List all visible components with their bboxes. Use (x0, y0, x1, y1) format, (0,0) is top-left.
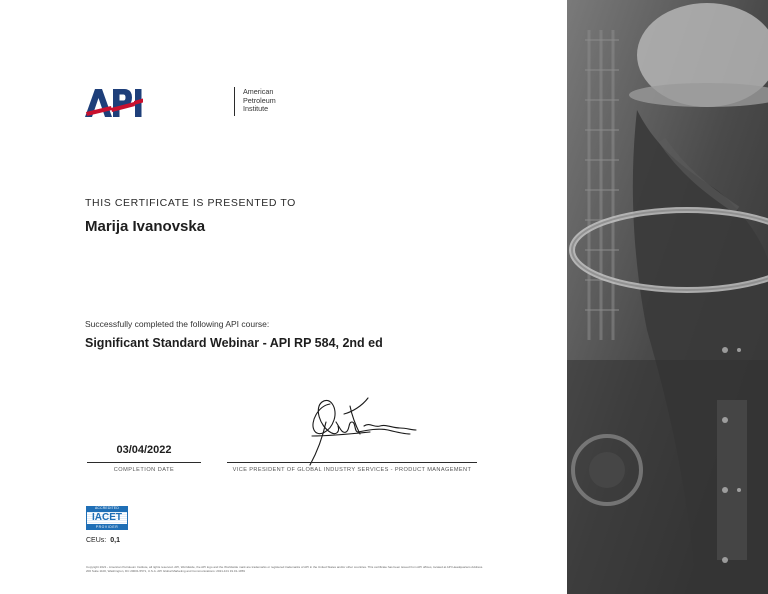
iacet-badge-logo: IACET (86, 511, 128, 525)
completion-date-rule (87, 462, 201, 463)
signature (300, 392, 418, 466)
ceus-label: CEUs: (86, 537, 107, 544)
recipient-name: Marija Ivanovska (85, 218, 206, 235)
ceus-value: 0,1 (110, 537, 120, 544)
industrial-worker-photo (567, 0, 768, 594)
logo-name-line: American (243, 87, 274, 96)
iacet-badge (86, 506, 128, 530)
legal-footnote: Copyright 2021 - American Petroleum Institute, all rights reserved. API, Worldwide, the API logo and the Worldwide mark are trademarks or registered trademarks of API in the United States and/or other countries. This certificate has been issued from API offices, located at API Headquarters Address. 200 Suite 1100, Washington, DC 20001-5571, U.S.A. API Global Marketing and Communications: 2021-101 19.01-1959 (86, 565, 484, 574)
presented-to-label: THIS CERTIFICATE IS PRESENTED TO (85, 197, 296, 209)
iacet-badge-top: ACCREDITED (86, 506, 128, 511)
course-title: Significant Standard Webinar - API RP 584, 2nd ed (85, 336, 383, 350)
signatory-title: VICE PRESIDENT OF GLOBAL INDUSTRY SERVICES - PRODUCT MANAGEMENT (232, 467, 472, 473)
completion-date: 03/04/2022 (116, 444, 172, 456)
iacet-badge-bottom: PROVIDER (86, 525, 128, 530)
completion-date-label: COMPLETION DATE (113, 467, 175, 473)
logo-name-line: Institute (243, 104, 269, 114)
logo-name-line: Petroleum (243, 95, 276, 105)
api-logo-mark (85, 86, 147, 118)
completed-course-label: Successfully completed the following API course: (85, 319, 270, 329)
photo-artwork (567, 0, 768, 594)
logo-institute-name (243, 88, 276, 114)
signature-rule (227, 462, 477, 463)
logo-divider (234, 87, 235, 116)
ceus-line (86, 537, 120, 544)
